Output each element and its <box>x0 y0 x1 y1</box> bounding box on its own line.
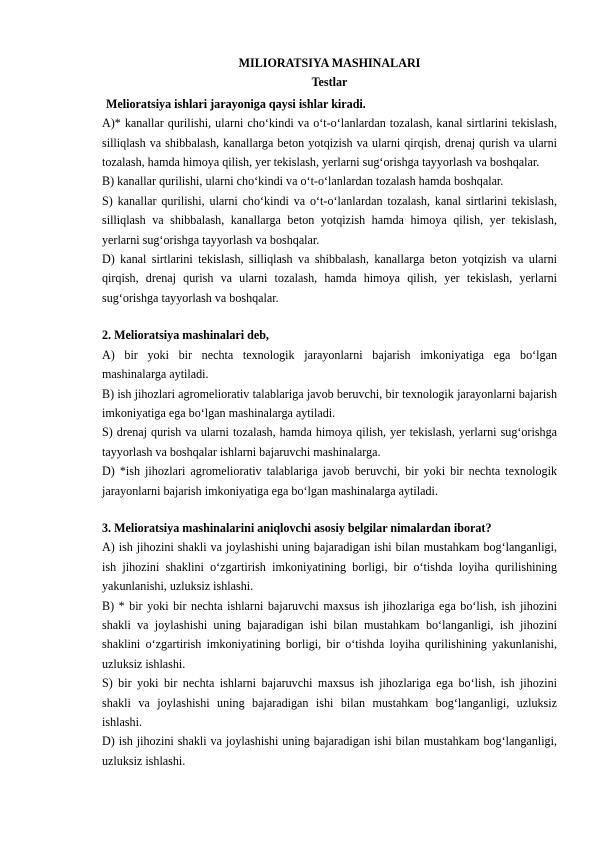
answer-option-s: S) bir yoki bir nechta ishlarni bajaruvchi maxsus ish jihozlariga ega bo‘lish, ish jihozini shakli va joylashishi uning bajaradigan ishi bilan mustahkam bog‘langanligi, uzluksiz ishlashi. <box>102 676 557 729</box>
answer-option-b: B) kanallar qurilishi, ularni cho‘kindi va o‘t-o‘lanlardan tozalash hamda boshqalar. <box>102 174 504 189</box>
answer-option-d: D) ish jihozini shakli va joylashishi uning bajaradigan ishi bilan mustahkam bog‘langanligi, uzluksiz ishlashi. <box>102 734 557 768</box>
document-subtitle: Testlar <box>311 75 348 90</box>
answer-option-b: B) * bir yoki bir nechta ishlarni bajaruvchi maxsus ish jihozlariga ega bo‘lish, ish jihozini shakli va joylashishi uning bajaradigan ishi bilan mustahkam bo‘langanligi, ish jihozini shaklini o‘zgartirish imkoniyatining borligi, bir o‘tishda loyiha qurilishining yakunlanishi, uzluksiz ishlashi. <box>102 598 557 671</box>
answer-option-d: D) *ish jihozlari agromeliorativ talablariga javob beruvchi, bir yoki bir nechta texnologik jarayonlarni bajarish imkoniyatiga ega bo‘lgan mashinalarga aytiladi. <box>102 464 557 498</box>
question-text: 3. Melioratsiya mashinalarini aniqlovchi asosiy belgilar nimalardan iborat? <box>102 520 492 535</box>
answer-option-a: A) bir yoki bir nechta texnologik jarayonlarni bajarish imkoniyatiga ega bo‘lgan mashinalarga aytiladi. <box>102 347 557 382</box>
document-page <box>102 54 557 771</box>
document-title: MILIORATSIYA MASHINALARI <box>238 56 421 70</box>
answer-option-a: A)* kanallar qurilishi, ularni cho‘kindi va o‘t-o‘lanlardan tozalash, kanal sirtlarini tekislash, silliqlash va shibbalash, kanallarga beton yotqizish va ularni qirqish, drenaj qurish va ularni tozalash, hamda himoya qilish, yer tekislash, yerlarni sug‘orishga tayyorlash va boshqalar. <box>102 116 557 170</box>
spacer <box>102 308 557 326</box>
question-text: Melioratsiya ishlari jarayoniga qaysi ishlar kiradi. <box>106 96 366 111</box>
question-text: 2. Melioratsiya mashinalari deb, <box>102 328 269 343</box>
question-block-2 <box>102 326 557 501</box>
answer-option-d: D) kanal sirtlarini tekislash, silliqlash va shibbalash, kanallarga beton yotqizish va ularni qirqish, drenaj qurish va ularni tozalash, hamda himoya qilish, yer tekislash, yerlarni sug‘orishga tayyorlash va boshqalar. <box>102 252 557 305</box>
question-block-1 <box>102 95 557 308</box>
answer-option-s: S) drenaj qurish va ularni tozalash, hamda himoya qilish, yer tekislash, yerlarni sug‘orishga tayyorlash va boshqalar ishlarni bajaruvchi mashinalarga. <box>102 425 557 459</box>
spacer <box>102 501 557 519</box>
question-block-3 <box>102 519 557 771</box>
answer-option-b: B) ish jihozlari agromeliorativ talablariga javob beruvchi, bir texnologik jarayonlarni bajarish imkoniyatiga ega bo‘lgan mashinalarga aytiladi. <box>102 386 557 420</box>
answer-option-a: A) ish jihozini shakli va joylashishi uning bajaradigan ishi bilan mustahkam bog‘langanligi, ish jihozini shaklini o‘zgartirish imkoniyatining borligi, bir o‘tishda loyiha qurilishining yakunlanishi, uzluksiz ishlashi. <box>102 540 557 594</box>
answer-option-s: S) kanallar qurilishi, ularni cho‘kindi va o‘t-o‘lanlardan tozalash, kanal sirtlarini tekislash, silliqlash va shibbalash, kanallarga beton yotqizish hamda himoya qilish, yer tekislash, yerlarni sug‘orishga tayyorlash va boshqalar. <box>102 193 557 247</box>
